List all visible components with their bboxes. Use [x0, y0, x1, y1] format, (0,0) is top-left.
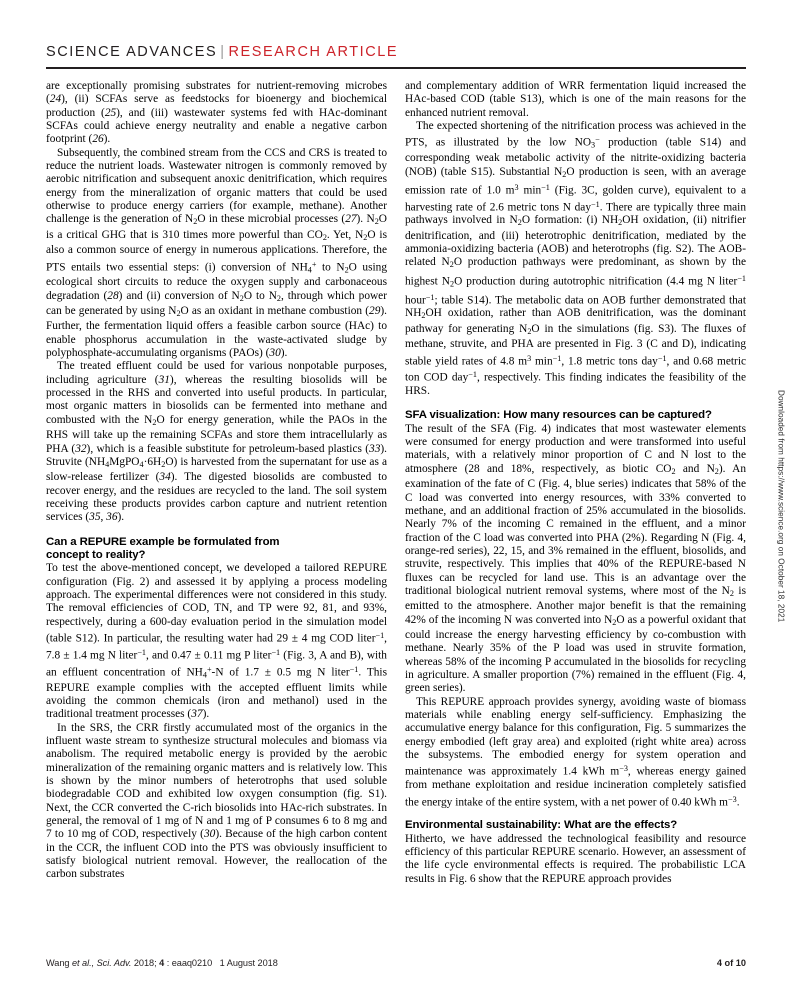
- download-watermark-text: Downloaded from https://www.science.org on October 18, 2021: [776, 390, 786, 623]
- page-number: 4 of 10: [716, 958, 746, 968]
- paragraph: This REPURE approach provides synergy, avoiding waste of biomass materials while enabling energy self-sufficiency. Emphasizing the accumulative energy balance for this configuration, Fig. 5 summarizes the energy embodied (left gray area) and exploited (right white area) across the subsystems. The embodied energy for system operation and maintenance was approximately 1.4 kWh $m^{-3}$, whereas energy gained from methane exploitation and residue incineration completely satisfied the energy intake of the entire system, with a net power of 0.40 kWh $m^{-3}$.: [405, 695, 747, 809]
- masthead-separator: |: [220, 44, 226, 60]
- article-section-label: RESEARCH ARTICLE: [228, 44, 399, 60]
- masthead-divider: [46, 67, 746, 69]
- section-heading-line-2: concept to reality?: [46, 549, 146, 562]
- journal-name: SCIENCE ADVANCES: [46, 44, 218, 60]
- right-column: [405, 80, 746, 886]
- download-watermark: [773, 390, 789, 690]
- left-column: [46, 80, 387, 882]
- paragraph: Subsequently, the combined stream from the CCS and CRS is treated to reduce the nutrient loads. Wastewater nitrogen is commonly removed by aerobic nitrification and subsequent anoxic denitrification, which requires energy from the mineralization of organic matters that could be used otherwise to produce energy carriers (for example, methane). Another challenge is the generation of $N_2O$ in these microbial processes (27). $N_2O$ is a critical GHG that is 310 times more powerful than $CO_2$. Yet, $N_2O$ is also a common source of energy in numerous applications. Therefore, the PTS entails two essential steps: (i) conversion of $NH_4^+$ to $N_2O$ using ecological short circuits to reduce the oxygen supply and carbonaceous degradation (28) and (ii) conversion of $N_2O$ to $N_2$, through which power can be generated by using $N_2O$ as an oxidant in methane combustion (29). Further, the fermentation liquid offers a feasible carbon source (HAc) to enable phosphorus accumulation in the waste-activated sludge by polyphosphate-accumulating organisms (PAOs) (30).: [46, 146, 387, 360]
- section-heading-sfa-visualization: SFA visualization: How many resources can be captured?: [405, 409, 712, 422]
- citation-line: Wang et al., Sci. Adv. 2018; 4 : eaaq0210 1 August 2018: [46, 958, 278, 968]
- paragraph: Hitherto, we have addressed the technological feasibility and resource efficiency of this particular REPURE scenario. However, an assessment of the life cycle environmental effects is required. The probabilistic LCA results in Fig. 6 show that the REPURE approach provides: [405, 832, 746, 885]
- paragraph: The treated effluent could be used for various nonpotable purposes, including agriculture (31), whereas the resulting biosolids will be processed in the RHS and converted into useful products. In particular, most organic matters in biosolids can be fermented into methane and combusted with the $N_2O$ for energy generation, while the PAOs in the RHS will take up the remaining SCFAs and store them intracellularly as PHA (32), which is a feasible substitute for petroleum-based plastics (33). Struvite $(NH_4MgPO_4\cdot 6H_2O)$ is harvested from the supernatant for use as a slow-release fertilizer (34). The digested biosolids are combusted to recover energy, and the residues are recycled to the land. The soil system receiving these products provides carbon capture and nutrient retention services (35, 36).: [46, 360, 388, 524]
- paragraph: To test the above-mentioned concept, we developed a tailored REPURE configuration (Fig. 2) and assessed it by applying a process modeling approach. The experimental differences were not considered in this study. The removal efficiencies of COD, TN, and TP were 92, 81, and 93%, respectively, during a 600-day evaluation period in the simulation model (table S12). In particular, the resulting water had 29 ± 4 mg COD liter$^{-1}$, 7.8 ± 1.4 mg N liter$^{-1}$, and 0.47 ± 0.11 mg P liter$^{-1}$ (Fig. 3, A and B), with an effluent concentration of $NH_4^+-N$ of 1.7 ± 0.5 mg N liter$^{-1}$. This REPURE example complies with the accepted effluent limits while avoiding the common chemicals (iron and methanol) used in the traditional treatment processes (37).: [46, 562, 388, 721]
- paragraph: are exceptionally promising substrates for nutrient-removing microbes (24), (ii) SCFAs serve as feedstocks for bioenergy and biochemical production (25), and (iii) wastewater systems fed with HAc-dominant SCFAs could achieve energy neutrality and enable a negative carbon footprint (26).: [46, 80, 387, 146]
- paragraph: In the SRS, the CRR firstly accumulated most of the organics in the influent waste stream to synthesize structural molecules and biomass via anabolism. The required metabolic energy is provided by the aerobic mineralization of the remaining organic matters and is relatively low. This is shown by the minor numbers of heterotrophs that used soluble biodegradable COD and exhibited low oxygen consumption (fig. S1). Next, the CCR converted the C-rich biosolids into HAc-rich substrates. In general, the removal of 1 mg of N and 1 mg of P consumes 6 to 8 mg and 7 to 10 mg of COD, respectively (30). Because of the high carbon content in the CCR, the influent COD into the PTS was obviously insufficient to satisfy biological nutrient removal. However, the reallocation of the carbon substrates: [46, 721, 387, 881]
- section-heading-line-1: Can a REPURE example be formulated from: [46, 535, 280, 548]
- section-heading-concept-to-reality: [46, 536, 387, 563]
- section-heading-environmental-sustainability: Environmental sustainability: What are the effects?: [405, 819, 678, 832]
- paragraph: The expected shortening of the nitrification process was achieved in the PTS, as illustrated by the low $NO_3^-$ production (table S14) and corresponding weak metabolic activity of the nitrite-oxidizing bacteria (NOB) (table S15). Substantial $N_2O$ production is seen, with an average emission rate of 1.0 $m^3$ $\min^{-1} (Fig$. 3C, golden curve), equivalent to a harvesting rate of 2.6 metric tons N day$^{-1}$. There are typically three main pathways involved in $N_2O$ formation: (i) $NH_2OH$ oxidation, (ii) nitrifier denitrification, and (iii) heterotrophic denitrification, mediated by the ammonia-oxidizing bacteria (AOB) and heterotrophs (fig. S2). The AOB-related $N_2O$ production pathways were predominant, as shown by the highest $N_2O$ production during autotrophic nitrification (4.4 mg N liter$^{-1}$ hour$^{-1}$; table S14). The metabolic data on AOB further demonstrated that $NH_2OH$ oxidation, rather than AOB denitrification, was the dominant pathway for generating $N_2O$ in the simulations (fig. S3). The fluxes of methane, struvite, and PHA are presented in Fig. 3 (C and D), indicating stable yield rates of 4.8 $m^3$ $\min^{-1}$, 1.8 metric tons day$^{-1}$, and 0.68 metric ton COD day$^{-1}$, respectively. This finding indicates the feasibility of the HRS.: [405, 120, 747, 398]
- page-footer: [46, 958, 746, 968]
- masthead: [46, 44, 746, 74]
- paragraph: The result of the SFA (Fig. 4) indicates that most wastewater elements were consumed for energy production and were transformed into useful materials, with a relatively minor proportion of C and N lost to the atmosphere (28 and 18%, respectively, as biotic $CO_2$ and $N_2$). An examination of the fate of C (Fig. 4, blue series) indicates that 58% of the C load was converted into energy resources, with 33% converted to methane, and an additional fraction of 25% accumulated in the biosolids. Nearly 7% of the incoming C remained in the effluent, and a minor fraction of the C load was converted into PHA (2%). Regarding N (Fig. 4, orange-red series), 22, 15, and 3% remained in the effluent, biosolids, and struvite, respectively. This implies that 40% of the REPURE-based N fluxes can be recycled for land use. This is an advantage over the traditional biological nutrient removal systems, where most of the $N_2$ is emitted to the atmosphere. Another major benefit is that the remaining 42% of the incoming N was converted into $N_2O$ as a powerful oxidant that could increase the energy harvesting efficiency by co-combustion with methane. Nearly 35% of the P load was used in struvite formation, whereas 58% of the incoming P accumulated in the biosolids for recycling in agriculture. A smaller proportion (7%) remained in the effluent (Fig. 4, green series).: [405, 422, 746, 695]
- paragraph: and complementary addition of WRR fermentation liquid increased the HAc-based COD (table S13), which is one of the main reasons for the enhanced nutrient removal.: [405, 80, 746, 119]
- masthead-title: [46, 44, 746, 60]
